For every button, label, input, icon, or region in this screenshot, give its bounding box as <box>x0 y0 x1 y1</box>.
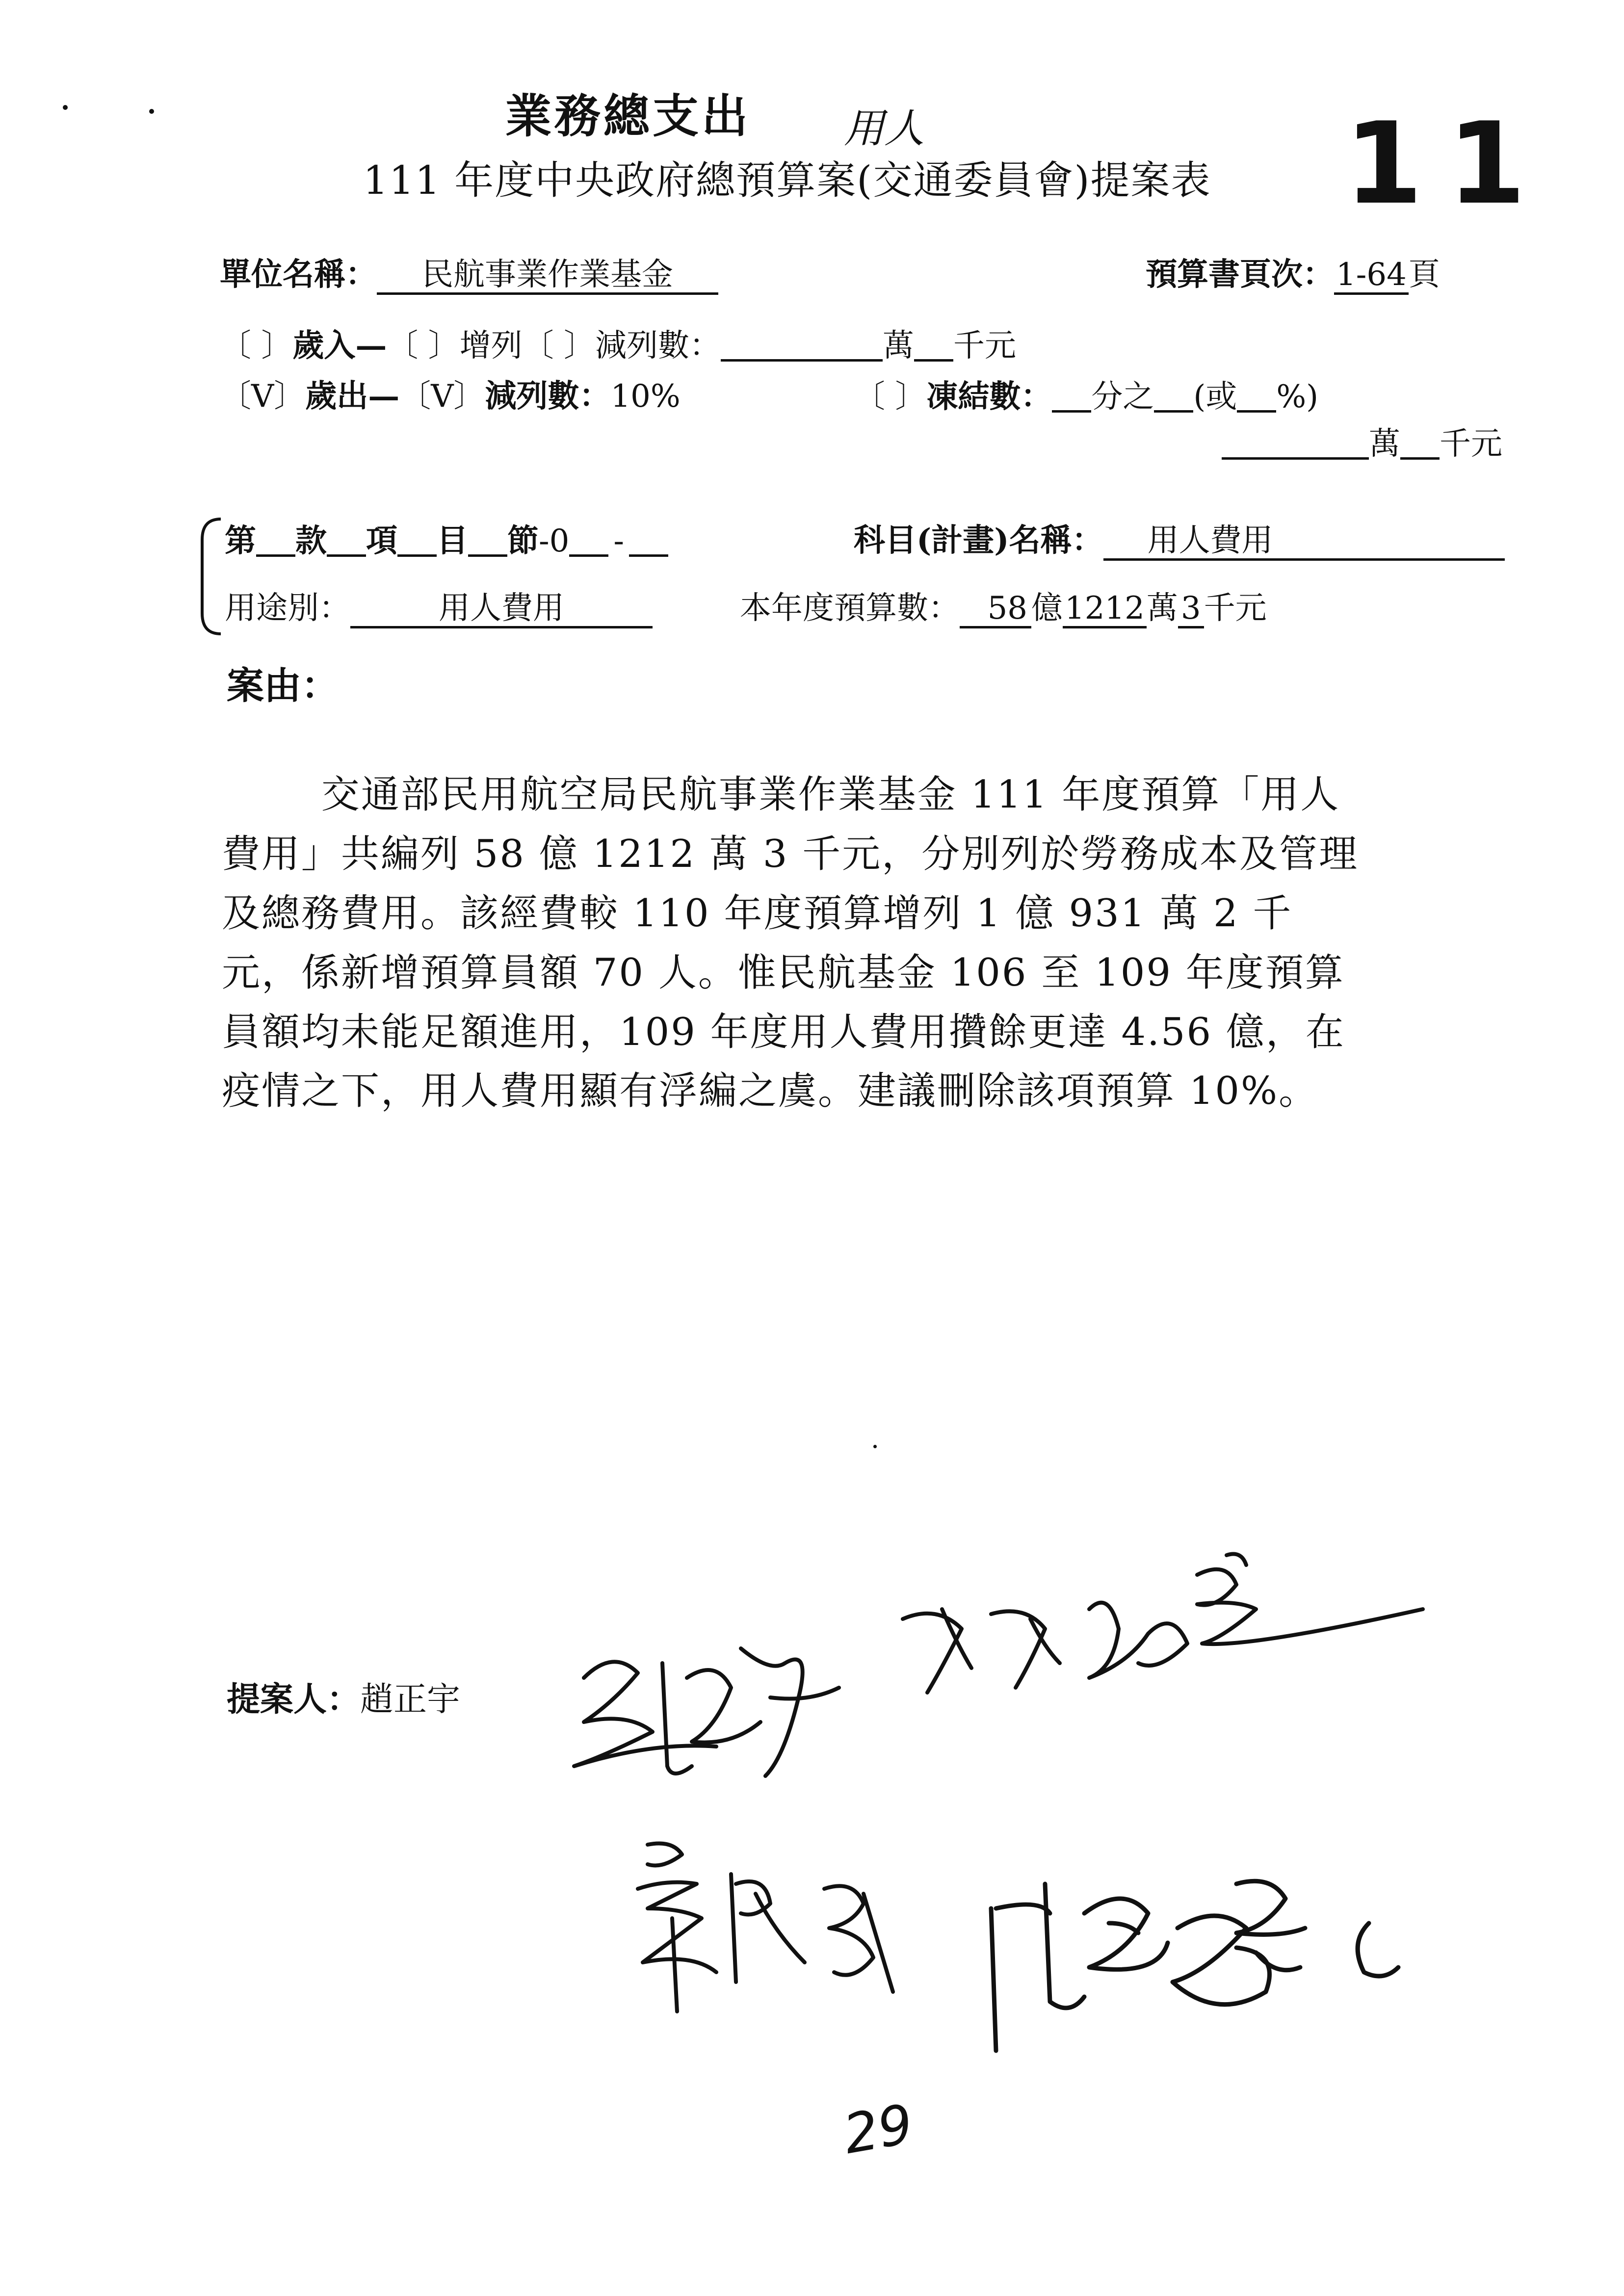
freeze-fraction: 分之 <box>1091 379 1154 415</box>
budget-qian-value: 3 <box>1178 593 1204 628</box>
budget-wan: 萬 <box>1146 590 1178 626</box>
proposer-label: 提案人： <box>227 1680 361 1719</box>
scan-speck <box>873 1445 877 1448</box>
budget-yi: 億 <box>1031 590 1063 626</box>
unit-row <box>220 256 718 295</box>
unit-label: 單位名稱： <box>220 256 377 293</box>
handwritten-note: 用人 <box>844 105 924 152</box>
section-mu: 目 <box>437 522 468 559</box>
revenue-increase-label: 增列 <box>459 328 523 364</box>
proposer-name: 趙正宇 <box>360 1680 461 1719</box>
expense-checkbox: 〔V〕 <box>220 378 306 415</box>
revenue-checkbox: 〔 〕 <box>220 328 293 364</box>
document-title: 業務總支出 <box>505 89 751 143</box>
section-jie: 節 <box>507 522 539 559</box>
revenue-qian: 千元 <box>953 328 1017 364</box>
freeze-qian: 千元 <box>1440 426 1502 462</box>
budget-yi-value: 58 <box>960 593 1031 628</box>
freeze-row <box>854 378 1319 415</box>
section-bracket <box>196 515 226 638</box>
document-subtitle: 111 年度中央政府總預算案(交通委員會)提案表 <box>363 157 1211 203</box>
revenue-label: 歲入— <box>292 327 387 364</box>
section-dash: - <box>613 523 624 559</box>
signature-4 <box>962 1854 1433 2061</box>
page-label: 預算書頁次： <box>1146 256 1334 293</box>
reason-label: 案由： <box>227 664 339 707</box>
subject-row <box>854 522 1505 561</box>
handwritten-page-number: 29 <box>838 2092 918 2166</box>
signature-3 <box>618 1835 922 2021</box>
freeze-or: (或 <box>1193 379 1237 415</box>
expense-decrease-checkbox: 〔V〕 <box>399 378 485 415</box>
budget-row <box>740 590 1267 628</box>
usage-value: 用人費用 <box>350 593 653 628</box>
section-di: 第 <box>225 522 256 559</box>
handwritten-sheet-number: 11 <box>1344 99 1551 230</box>
scan-speck <box>149 109 154 114</box>
page-ref <box>1146 256 1440 295</box>
reason-body: 交通部民用航空局民航事業作業基金 111 年度預算「用人費用」共編列 58 億 1212 萬 3 千元，分別列於勞務成本及管理及總務費用。該經費較 110 年度預算增列 1 億 931 萬 2 千元，係新增預算員額 70 人。惟民航基金 106 至 109 年度預算員額均未能足額進用，109 年度用人費用攢餘更達 4.56 億，在疫情之下，用人費用顯有浮編之虞。建議刪除該項預算 10%。 <box>222 773 1359 1114</box>
budget-label: 本年度預算數： <box>740 590 960 626</box>
revenue-row <box>220 327 1017 364</box>
expense-decrease-label: 減列數： <box>485 378 611 415</box>
expense-decrease-value: 10% <box>610 378 681 415</box>
usage-label: 用途別： <box>225 590 350 626</box>
page-suffix: 頁 <box>1408 257 1440 293</box>
freeze-label: 凍結數： <box>926 378 1052 415</box>
revenue-increase-checkbox: 〔 〕 <box>387 328 460 364</box>
budget-qian: 千元 <box>1204 590 1267 626</box>
section-jie-value: -0 <box>539 523 570 559</box>
expense-row <box>220 378 681 415</box>
scan-speck <box>63 105 68 110</box>
subject-label: 科目(計畫)名稱： <box>854 522 1103 559</box>
revenue-decrease-label: 減列數： <box>595 328 721 364</box>
usage-row <box>225 590 653 628</box>
expense-label: 歲出— <box>305 378 400 415</box>
page-value: 1-64 <box>1334 259 1409 295</box>
revenue-decrease-checkbox: 〔 〕 <box>522 328 596 364</box>
freeze-percent: %) <box>1276 379 1319 415</box>
signature-2 <box>883 1545 1447 1702</box>
revenue-wan: 萬 <box>883 328 915 364</box>
section-xiang: 項 <box>366 522 397 559</box>
signature-1 <box>554 1619 859 1796</box>
budget-wan-value: 1212 <box>1063 593 1147 628</box>
section-row <box>225 522 668 559</box>
subject-value: 用人費用 <box>1103 525 1505 561</box>
freeze-checkbox: 〔 〕 <box>854 379 927 415</box>
freeze-wan: 萬 <box>1369 426 1400 462</box>
unit-value: 民航事業作業基金 <box>377 259 718 295</box>
section-kuan: 款 <box>295 522 327 559</box>
proposer-row <box>227 1680 461 1719</box>
freeze-amount-row <box>1222 428 1502 460</box>
